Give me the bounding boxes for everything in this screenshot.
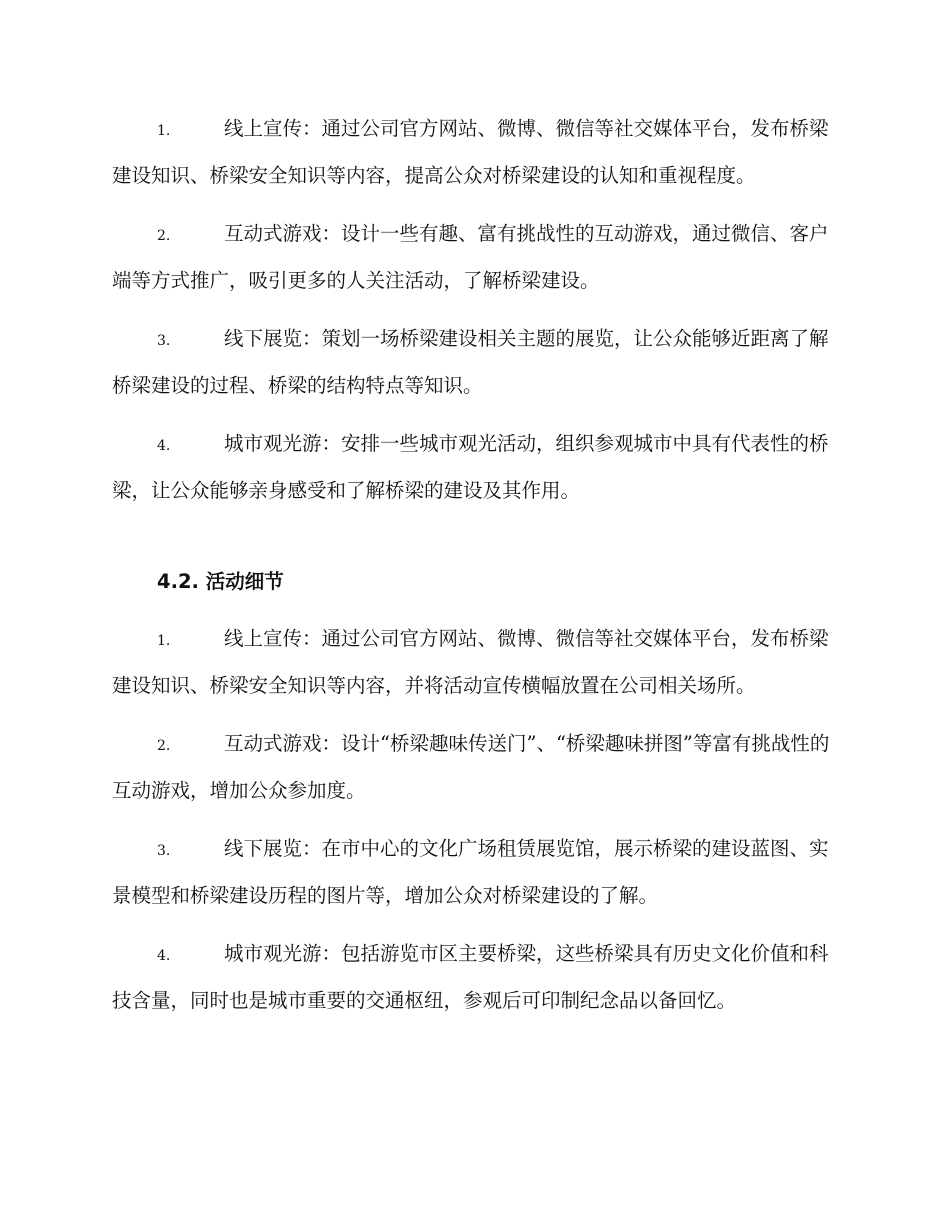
- list-item-text: 城市观光游：安排一些城市观光活动，组织参观城市中具有代表性的桥梁，让公众能够亲身感受和了解桥梁的建设及其作用。: [112, 432, 829, 502]
- list-item: [112, 107, 834, 198]
- list-item: [112, 422, 834, 513]
- list-item-text: 互动式游戏：设计一些有趣、富有挑战性的互动游戏，通过微信、客户端等方式推广，吸引更多的人关注活动，了解桥梁建设。: [112, 222, 829, 292]
- list-item-text: 城市观光游：包括游览市区主要桥梁，这些桥梁具有历史文化价值和科技含量，同时也是城市重要的交通枢纽，参观后可印制纪念品以备回忆。: [112, 942, 829, 1012]
- list-item-number: 3.: [157, 333, 171, 349]
- list-item-number: 1.: [157, 123, 171, 139]
- list-item-number: 1.: [157, 633, 171, 649]
- list-item-number: 2.: [157, 228, 171, 244]
- promotion-list: [112, 107, 834, 527]
- list-item: [112, 722, 834, 813]
- list-item-number: 2.: [157, 738, 171, 754]
- list-item: [112, 212, 834, 303]
- list-item: [112, 827, 834, 918]
- list-item: [112, 317, 834, 408]
- list-item-text: 线上宣传：通过公司官方网站、微博、微信等社交媒体平台，发布桥梁建设知识、桥梁安全知识等内容，并将活动宣传横幅放置在公司相关场所。: [112, 627, 829, 697]
- list-item-text: 线下展览：在市中心的文化广场租赁展览馆，展示桥梁的建设蓝图、实景模型和桥梁建设历程的图片等，增加公众对桥梁建设的了解。: [112, 837, 829, 907]
- list-item-number: 4.: [157, 948, 171, 964]
- section-heading: 4.2. 活动细节: [157, 570, 284, 593]
- list-item-text: 线上宣传：通过公司官方网站、微博、微信等社交媒体平台，发布桥梁建设知识、桥梁安全知识等内容，提高公众对桥梁建设的认知和重视程度。: [112, 117, 829, 187]
- list-item-text: 线下展览：策划一场桥梁建设相关主题的展览，让公众能够近距离了解桥梁建设的过程、桥梁的结构特点等知识。: [112, 327, 829, 397]
- list-item: [112, 932, 834, 1023]
- activity-details-list: [112, 617, 834, 1037]
- list-item-text: 互动式游戏：设计“桥梁趣味传送门”、“桥梁趣味拼图”等富有挑战性的互动游戏，增加公众参加度。: [112, 732, 830, 802]
- list-item-number: 4.: [157, 438, 171, 454]
- list-item-number: 3.: [157, 843, 171, 859]
- list-item: [112, 617, 834, 708]
